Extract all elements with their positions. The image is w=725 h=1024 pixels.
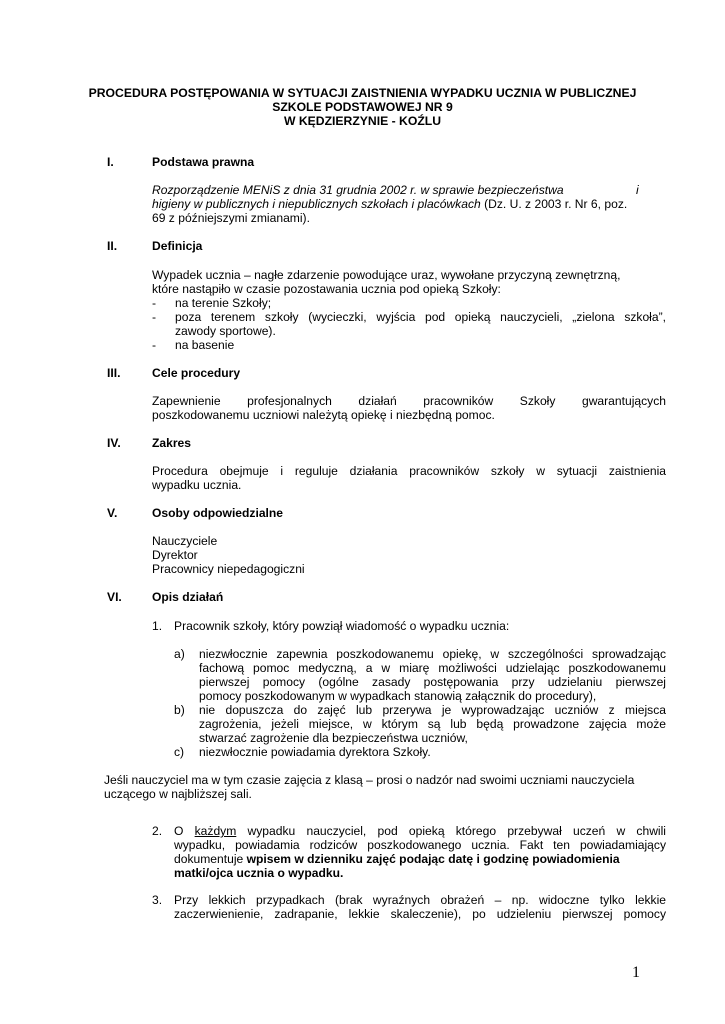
subitem-a-line: niezwłocznie zapewnia poszkodowanemu opiekę, w szczególności sprowadzając bbox=[199, 647, 666, 661]
item-1-text: Pracownik szkoły, który powziął wiadomość o wypadku ucznia: bbox=[174, 619, 510, 633]
item-2-line-1 bbox=[174, 824, 666, 838]
subitem-b-line: stwarzać zagrożenie dla bezpieczeństwa uczniów, bbox=[199, 731, 468, 745]
section-5-heading: Osoby odpowiedzialne bbox=[152, 506, 284, 520]
section-3-number: III. bbox=[107, 366, 121, 380]
item-2-line-4: matki/ojca ucznia o wypadku. bbox=[174, 866, 344, 880]
section-2-number: II. bbox=[107, 239, 118, 253]
title-line-2: SZKOLE PODSTAWOWEJ NR 9 bbox=[272, 100, 453, 114]
subitem-a-line: pierwszej pomocy (ogólne zasady postępowania przy udzielaniu pierwszej bbox=[199, 675, 666, 689]
section-6-heading: Opis działań bbox=[152, 590, 224, 604]
page-number: 1 bbox=[632, 964, 640, 981]
section-1-text bbox=[152, 183, 666, 225]
responsible-person: Pracownicy niepedagogiczni bbox=[152, 562, 305, 576]
legal-basis-line-2-rest: (Dz. U. z 2003 r. Nr 6, poz. bbox=[480, 197, 628, 211]
legal-basis-line-1-end: i bbox=[636, 183, 639, 197]
bullet-dash: - bbox=[152, 296, 157, 310]
goals-line-1: Zapewnienie profesjonalnych działań pracowników Szkoły gwarantujących bbox=[152, 394, 666, 408]
definition-line-2: które nastąpiło w czasie pozostawania ucznia pod opieką Szkoły: bbox=[152, 282, 501, 296]
subitem-b-line: nie dopuszcza do zajęć lub przerywa je wyprowadzając uczniów z miejsca bbox=[199, 703, 666, 717]
item-2-text: wypadku nauczyciel, pod opieką którego przebywał uczeń w chwili bbox=[236, 824, 666, 838]
subitem-c-line: niezwłocznie powiadamia dyrektora Szkoły. bbox=[199, 745, 431, 759]
definition-line-1: Wypadek ucznia – nagłe zdarzenie powodujące uraz, wywołane przyczyną zewnętrzną, bbox=[152, 268, 621, 282]
section-3-heading: Cele procedury bbox=[152, 366, 241, 380]
item-2-number: 2. bbox=[152, 824, 163, 838]
subitem-c-label: c) bbox=[174, 745, 185, 759]
legal-basis-line-3: 69 z późniejszymi zmianami). bbox=[152, 211, 310, 225]
bullet-dash: - bbox=[152, 310, 157, 324]
item-2-underlined: każdym bbox=[194, 824, 237, 838]
scope-line-2: wypadku ucznia. bbox=[152, 478, 242, 492]
scope-line-1: Procedura obejmuje i reguluje działania pracowników szkoły w sytuacji zaistnienia bbox=[152, 464, 666, 478]
item-3-number: 3. bbox=[152, 893, 163, 907]
responsible-person: Dyrektor bbox=[152, 548, 198, 562]
teacher-note-line-1: Jeśli nauczyciel ma w tym czasie zajęcia z klasą – prosi o nadzór nad swoimi uczniami nauczyciela bbox=[104, 773, 635, 787]
goals-line-2: poszkodowanemu uczniowi należytą opiekę i niezbędną pomoc. bbox=[152, 408, 495, 422]
item-3-line-2: zaczerwienienie, zadrapanie, lekkie skaleczenie), po udzieleniu pierwszej pomocy bbox=[174, 907, 666, 921]
title-line-1: PROCEDURA POSTĘPOWANIA W SYTUACJI ZAISTNIENIA WYPADKU UCZNIA W PUBLICZNEJ bbox=[88, 86, 637, 100]
section-4-heading: Zakres bbox=[152, 436, 191, 450]
section-4-number: IV. bbox=[107, 436, 121, 450]
section-6-number: VI. bbox=[107, 590, 122, 604]
bullet-text-continued: zawody sportowe). bbox=[175, 324, 276, 338]
section-1-number: I. bbox=[107, 155, 114, 169]
item-2-line-3 bbox=[174, 852, 620, 866]
section-1-heading: Podstawa prawna bbox=[152, 155, 255, 169]
legal-basis-line-1: Rozporządzenie MENiS z dnia 31 grudnia 2002 r. w sprawie bezpieczeństwa bbox=[152, 183, 564, 197]
subitem-a-line: pomocy poszkodowanym w wypadkach stanowią załącznik do procedury), bbox=[199, 689, 597, 703]
subitem-b-line: zagrożenia, jeżeli miejsce, w którym są lub będą prowadzone zajęcia może bbox=[199, 717, 666, 731]
item-2-text: O bbox=[174, 824, 195, 838]
teacher-note-line-2: uczącego w najbliższej sali. bbox=[104, 787, 252, 801]
subitem-b-label: b) bbox=[174, 703, 185, 717]
item-2-line-2: wypadku, powiadamia rodziców poszkodowanego ucznia. Fakt ten powiadamiający bbox=[174, 838, 666, 852]
legal-basis-line-2: higieny w publicznych i niepublicznych szkołach i placówkach bbox=[152, 197, 481, 211]
section-5-number: V. bbox=[107, 506, 118, 520]
item-2-text: dokumentuje bbox=[174, 852, 247, 866]
document-title bbox=[80, 86, 645, 128]
bullet-text: na basenie bbox=[175, 338, 235, 352]
item-1-number: 1. bbox=[152, 619, 163, 633]
item-3-line-1: Przy lekkich przypadkach (brak wyraźnych obrażeń – np. widoczne tylko lekkie bbox=[174, 893, 666, 907]
title-line-3: W KĘDZIERZYNIE - KOŹLU bbox=[283, 114, 442, 128]
bullet-dash: - bbox=[152, 338, 157, 352]
section-2-heading: Definicja bbox=[152, 239, 203, 253]
responsible-person: Nauczyciele bbox=[152, 534, 218, 548]
bullet-text: na terenie Szkoły; bbox=[175, 296, 272, 310]
item-2-bold: wpisem w dzienniku zajęć podając datę i godzinę powiadomienia bbox=[246, 852, 620, 866]
subitem-a-line: fachową pomoc medyczną, a w miarę możliwości udzielając poszkodowanemu bbox=[199, 661, 666, 675]
subitem-a-label: a) bbox=[174, 647, 185, 661]
bullet-text: poza terenem szkoły (wycieczki, wyjścia pod opieką nauczycieli, „zielona szkoła”, bbox=[175, 310, 666, 324]
